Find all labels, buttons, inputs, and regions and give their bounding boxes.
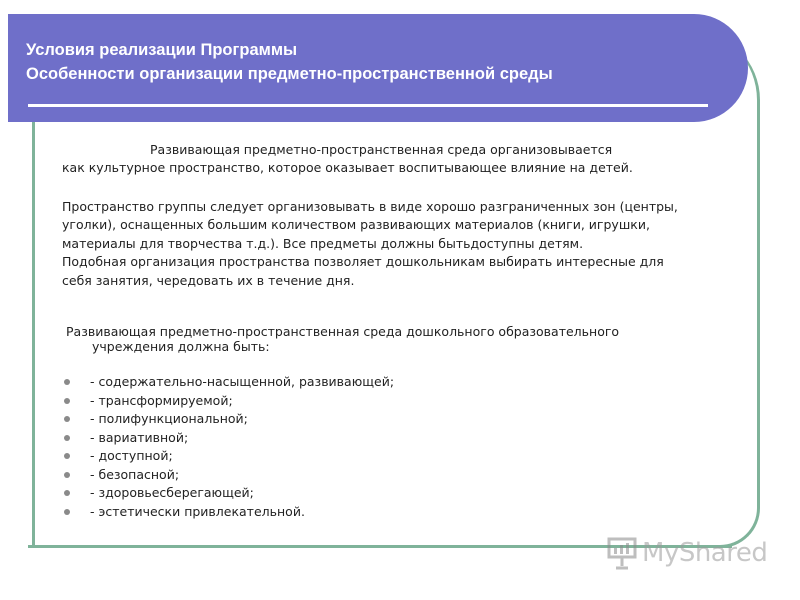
list-item xyxy=(62,429,394,448)
bullet-icon xyxy=(64,398,70,404)
paragraph2-line5: себя занятия, чередовать их в течение дня. xyxy=(62,273,355,288)
bullet-icon xyxy=(64,416,70,422)
list-item-text: - содержательно-насыщенной, развивающей; xyxy=(90,374,395,389)
paragraph2-line3: материалы для творчества т.д.). Все предметы должны бытьдоступны детям. xyxy=(62,236,584,251)
list-item-text: - вариативной; xyxy=(90,429,189,445)
paragraph3-line1: Развивающая предметно-пространственная среда дошкольного образовательного xyxy=(66,324,620,339)
list-item-text: - эстетически привлекательной. xyxy=(90,503,305,519)
list-item-text: - безопасной; xyxy=(90,466,180,482)
paragraph2-line2: уголки), оснащенных большим количеством развивающих материалов (книги, игрушки, xyxy=(62,217,650,232)
bullet-icon xyxy=(64,379,70,385)
list-item xyxy=(62,410,394,429)
requirements-list xyxy=(62,373,394,521)
list-item-text: - трансформируемой; xyxy=(90,392,233,408)
list-item xyxy=(62,466,394,485)
slide-title-line2: Особенности организации предметно-пространственной среды xyxy=(26,65,553,83)
list-item xyxy=(62,373,394,392)
slide-title-line1: Условия реализации Программы xyxy=(26,41,298,59)
list-item-text: - полифункциональной; xyxy=(90,411,248,426)
paragraph1-line1: Развивающая предметно-пространственная среда организовывается xyxy=(150,142,613,157)
list-item xyxy=(62,503,394,522)
list-item xyxy=(62,484,394,503)
slide-title xyxy=(26,38,553,86)
paragraph1-line2: как культурное пространство, которое оказывает воспитывающее влияние на детей. xyxy=(62,160,633,175)
list-item xyxy=(62,447,394,466)
list-item xyxy=(62,392,394,411)
bullet-icon xyxy=(64,509,70,515)
presentation-board-icon xyxy=(606,536,638,570)
paragraph3-line2: учреждения должна быть: xyxy=(92,339,270,354)
slide-frame-left xyxy=(32,120,35,548)
myshared-watermark xyxy=(606,536,766,576)
bullet-icon xyxy=(64,490,70,496)
bullet-icon xyxy=(64,435,70,441)
bullet-icon xyxy=(64,453,70,459)
list-item-text: - здоровьесберегающей; xyxy=(90,485,254,500)
paragraph2-line4: Подобная организация пространства позволяет дошкольникам выбирать интересные для xyxy=(62,254,664,269)
watermark-text: MyShared xyxy=(642,538,768,568)
title-underline xyxy=(28,104,708,107)
paragraph2-line1: Пространство группы следует организовывать в виде хорошо разграниченных зон (центры, xyxy=(62,199,678,214)
list-item-text: - доступной; xyxy=(90,448,173,463)
bullet-icon xyxy=(64,472,70,478)
